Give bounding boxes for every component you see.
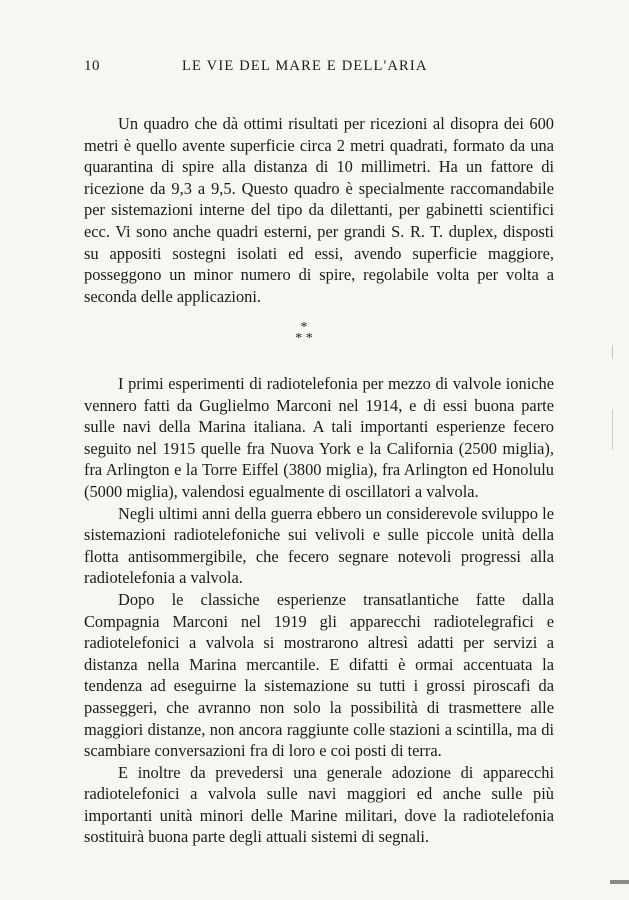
paragraph: Negli ultimi anni della guerra ebbero un considerevole sviluppo le sistemazioni radiotelefoniche sui velivoli e sulle piccole unità della flotta antisommergibile, che fecero segnare notevoli progressi alla radiotelefonia a valvola. [84,503,554,588]
section-separator [284,322,324,344]
scan-edge-mark [610,880,629,884]
paragraph: Un quadro che dà ottimi risultati per ricezioni al disopra dei 600 metri è quello avente superficie circa 2 metri quadrati, formato da una quarantina di spire alla distanza di 10 millimetri. Ha un fattore di ricezione da 9,3 a 9,5. Questo quadro è specialmente raccomandabile per sistemazioni interne del tipo da dilettanti, per gabinetti scientifici ecc. Vi sono anche quadri esterni, per grandi S. R. T. duplex, disposti su appositi sostegni isolati ed essi, avendo superficie maggiore, posseggono un minor numero di spire, regolabile volta per volta a seconda delle applicazioni. [84,114,554,306]
scan-edge-mark [612,410,613,450]
text-block-quadro [84,113,554,307]
paragraph: E inoltre da prevedersi una generale adozione di apparecchi radiotelefonici a valvola sulle navi maggiori ed anche sulle più importanti unità minori delle Marine militari, dove la radiotelefonia sostituirà buona parte degli attuali sistemi di segnali. [84,762,554,847]
running-title: LE VIE DEL MARE E DELL'ARIA [182,58,428,74]
text-block-radiotelefonia [84,373,554,848]
page-number: 10 [84,58,100,74]
scan-edge-mark [612,345,613,359]
separator-asterisk-bottom: * * [295,331,313,346]
paragraph: I primi esperimenti di radiotelefonia per mezzo di valvole ioniche vennero fatti da Guglielmo Marconi nel 1914, e di essi buona parte sulle navi della Marina italiana. A tali importanti esperienze fecero seguito nel 1915 quelle fra Nuova York e la California (2500 miglia), fra Arlington e la Torre Eiffel (3800 miglia), fra Arlington ed Honolulu (5000 miglia), valendosi egualmente di oscillatori a valvola. [84,374,554,501]
separator-asterisk-top: * [300,320,308,335]
paragraph: Dopo le classiche esperienze transatlantiche fatte dalla Compagnia Marconi nel 1919 gli apparecchi radiotelegrafici e radiotelefonici a valvola si mostrarono altresì adatti per servizi a distanza nella Marina mercantile. E difatti è ormai accentuata la tendenza ad eseguirne la sistemazione su tutti i grossi piroscafi da passeggeri, che avranno non solo la possibilità di trasmettere alle maggiori distanze, non ancora raggiunte colle stazioni a scintilla, ma di scambiare conversazioni fra di loro e coi posti di terra. [84,589,554,761]
page-header [84,58,554,80]
